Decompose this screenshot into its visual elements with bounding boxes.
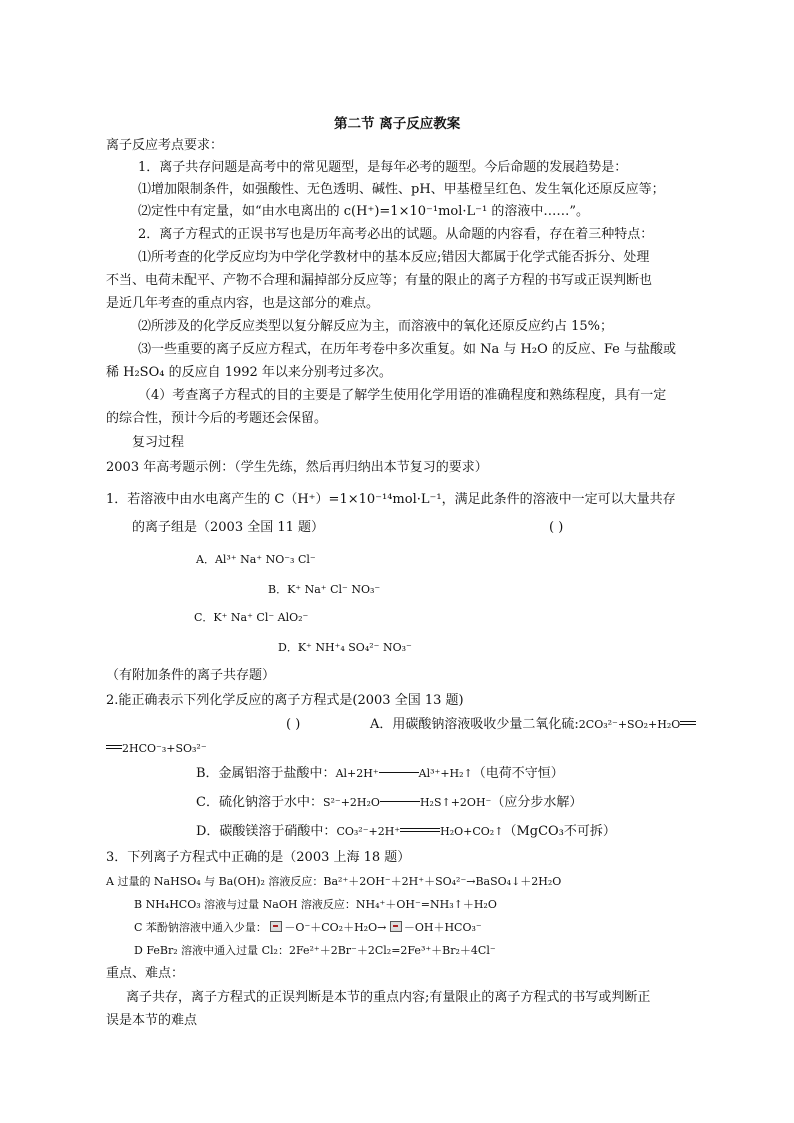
question-1-line-1: 1．若溶液中由水电离产生的 C（H⁺）=1×10⁻¹⁴mol·L⁻¹，满足此条件的溶液中一定可以大量共存 bbox=[106, 492, 676, 507]
question-2-option-c-label: C．硫化钠溶于水中： bbox=[196, 795, 323, 810]
question-2-answer-paren: ( ) bbox=[286, 717, 301, 732]
question-2-option-b-eq-right: Al³⁺+H₂↑ bbox=[418, 767, 473, 780]
question-3-option-b: B NH₄HCO₃ 溶液与过量 NaOH 溶液反应：NH₄⁺＋OH⁻=NH₃↑＋H₂O bbox=[134, 898, 497, 911]
question-3-option-a: A 过量的 NaHSO₄ 与 Ba(OH)₂ 溶液反应：Ba²⁺＋2OH⁻＋2H⁺＋SO₄²⁻→BaSO₄↓＋2H₂O bbox=[106, 875, 562, 888]
paragraph-2-item-1-line-3: 是近几年考查的重点内容，也是这部分的难点。 bbox=[106, 296, 380, 311]
question-1-line-2: 的离子组是（2003 全国 11 题） bbox=[132, 520, 325, 535]
paragraph-1-item-1: ⑴增加限制条件，如强酸性、无色透明、碱性、pH、甲基橙呈红色、发生氧化还原反应等； bbox=[138, 182, 665, 197]
question-2-option-a-eq-left: 2CO₃²⁻+SO₂+H₂O bbox=[578, 718, 681, 731]
paragraph-1-item-2: ⑵定性中有定量，如“由水电离出的 c(H⁺)=1×10⁻¹mol·L⁻¹ 的溶液中……”。 bbox=[138, 204, 590, 219]
paragraph-2-item-1-line-2: 不当、电荷未配平、产物不合理和漏掉部分反应等；有量的限止的离子方程的书写或正误判断也 bbox=[106, 273, 653, 288]
question-2-option-a-continued bbox=[106, 741, 207, 757]
question-2-stem: 2.能正确表示下列化学反应的离子方程式是(2003 全国 13 题) bbox=[106, 693, 464, 708]
question-2-option-d-label: D．碳酸镁溶于硝酸中： bbox=[196, 824, 337, 839]
question-2-option-d-note: （MgCO₃不可拆） bbox=[503, 824, 616, 839]
question-2-option-d-eq-right: H₂O+CO₂↑ bbox=[440, 825, 504, 838]
question-3-option-d: D FeBr₂ 溶液中通入过量 Cl₂：2Fe²⁺＋2Br⁻＋2Cl₂=2Fe³⁺＋Br₂＋4Cl⁻ bbox=[134, 944, 496, 957]
equals-sign bbox=[680, 721, 696, 725]
paragraph-2-item-3-line-1: ⑶一些重要的离子反应方程式，在历年考卷中多次重复。如 Na 与 H₂O 的反应、Fe 与盐酸或 bbox=[138, 342, 676, 357]
phenyl-ring-image-icon bbox=[390, 921, 402, 932]
review-heading: 复习过程 bbox=[132, 435, 185, 450]
reaction-arrow bbox=[380, 801, 420, 802]
paragraph-2: 2．离子方程式的正误书写也是历年高考必出的试题。从命题的内容看，存在着三种特点： bbox=[138, 227, 654, 242]
key-points-heading: 重点、难点： bbox=[106, 966, 185, 981]
question-2-option-a bbox=[370, 717, 696, 733]
question-1-option-a: A．Al³⁺ Na⁺ NO⁻₃ Cl⁻ bbox=[196, 553, 316, 566]
question-2-option-b-eq-left: Al+2H⁺ bbox=[335, 767, 379, 780]
question-1-option-d: D．K⁺ NH⁺₄ SO₄²⁻ NO₃⁻ bbox=[278, 641, 412, 654]
question-2-option-c-eq-left: S²⁻+2H₂O bbox=[322, 796, 380, 809]
key-points-line-2: 误是本节的难点 bbox=[106, 1013, 198, 1028]
question-3-option-c-mid: －O⁻＋CO₂＋H₂O→ bbox=[284, 921, 387, 934]
question-2-option-b-label: B．金属铝溶于盐酸中： bbox=[196, 766, 336, 781]
question-3-option-c bbox=[134, 920, 482, 936]
question-1-answer-paren: ( ) bbox=[549, 520, 564, 535]
question-2-option-c-note: （应分步水解） bbox=[491, 795, 583, 810]
equals-sign bbox=[400, 828, 440, 832]
question-1-note: （有附加条件的离子共存题） bbox=[106, 668, 276, 683]
question-2-option-c bbox=[196, 795, 582, 811]
question-3-option-c-label: C 苯酚钠溶液中通入少量： bbox=[134, 921, 267, 934]
question-2-option-a-eq-right: 2HCO⁻₃+SO₃²⁻ bbox=[122, 742, 207, 755]
paragraph-2-item-3-line-2: 稀 H₂SO₄ 的反应自 1992 年以来分别考过多次。 bbox=[106, 365, 392, 380]
question-2-option-d-eq-left: CO₃²⁻+2H⁺ bbox=[336, 825, 401, 838]
reaction-arrow bbox=[379, 772, 419, 773]
question-2-option-a-label: A．用碳酸钠溶液吸收少量二氧化硫: bbox=[370, 717, 579, 732]
examples-intro: 2003 年高考题示例：（学生先练，然后再归纳出本节复习的要求） bbox=[106, 460, 488, 475]
phenyl-ring-image-icon bbox=[270, 921, 282, 932]
question-2-option-b bbox=[196, 766, 564, 782]
question-3-stem: 3．下列离子方程式中正确的是（2003 上海 18 题） bbox=[106, 850, 411, 865]
question-2-option-d bbox=[196, 824, 616, 840]
equals-sign bbox=[106, 745, 122, 749]
question-3-option-c-end: －OH＋HCO₃⁻ bbox=[403, 921, 482, 934]
page-title: 第二节 离子反应教案 bbox=[334, 116, 461, 132]
paragraph-2-item-4-line-1: （4）考查离子方程式的目的主要是了解学生使用化学用语的准确程度和熟练程度，具有一定 bbox=[138, 388, 667, 403]
paragraph-1: 1．离子共存问题是高考中的常见题型，是每年必考的题型。今后命题的发展趋势是： bbox=[138, 160, 628, 175]
paragraph-2-item-2: ⑵所涉及的化学反应类型以复分解反应为主，而溶液中的氧化还原反应约占 15%； bbox=[138, 319, 614, 334]
paragraph-2-item-4-line-2: 的综合性，预计今后的考题还会保留。 bbox=[106, 411, 328, 426]
key-points-line-1: 离子共存，离子方程式的正误判断是本节的重点内容;有量限止的离子方程式的书写或判断正 bbox=[126, 990, 651, 1005]
paragraph-2-item-1-line-1: ⑴所考查的化学反应均为中学化学教材中的基本反应;错因大都属于化学式能否拆分、处理 bbox=[138, 250, 650, 265]
question-2-option-c-eq-right: H₂S↑+2OH⁻ bbox=[419, 796, 492, 809]
question-2-option-b-note: （电荷不守恒） bbox=[472, 766, 564, 781]
section-heading-requirements: 离子反应考点要求： bbox=[106, 138, 224, 153]
question-1-option-b: B．K⁺ Na⁺ Cl⁻ NO₃⁻ bbox=[268, 583, 381, 596]
question-1-option-c: C．K⁺ Na⁺ Cl⁻ AlO₂⁻ bbox=[194, 611, 309, 624]
